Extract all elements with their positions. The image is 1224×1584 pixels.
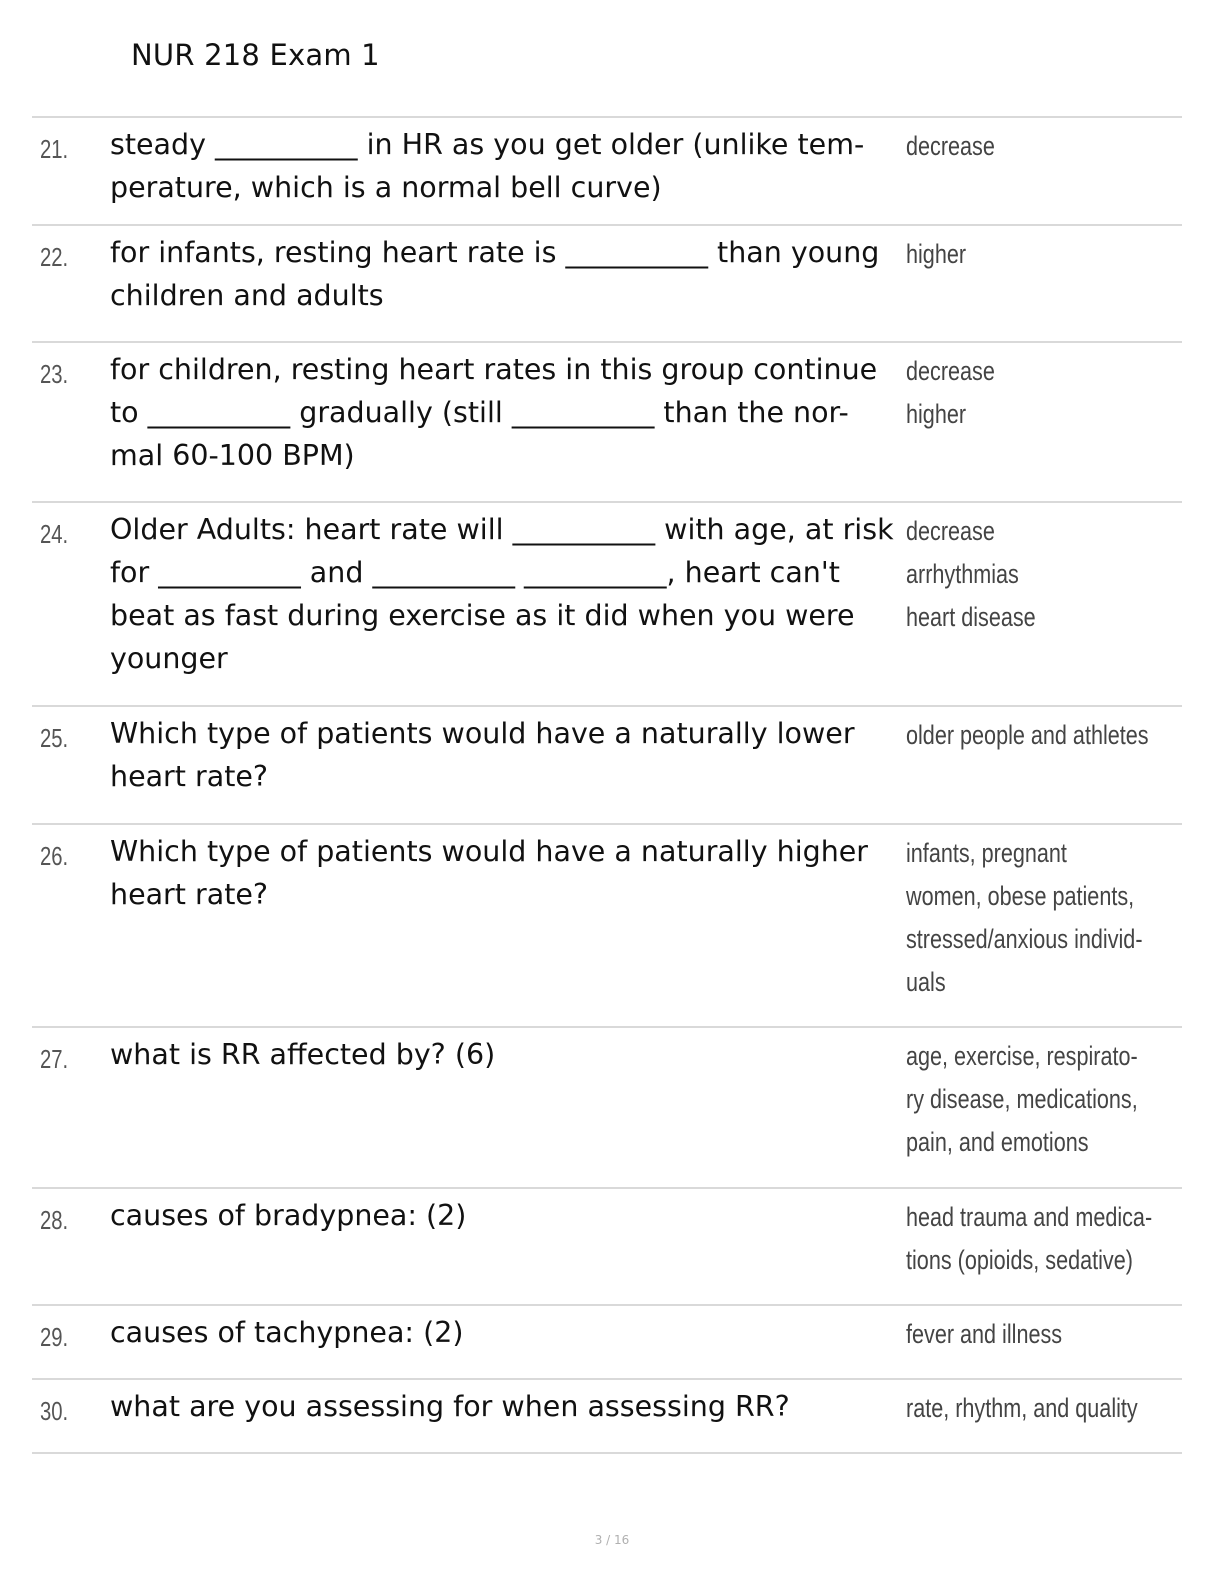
card-definition bbox=[906, 233, 1194, 276]
flashcard-29 bbox=[32, 1304, 1182, 1378]
card-term bbox=[110, 348, 900, 477]
term-line: younger bbox=[110, 642, 228, 675]
card-number: 30. bbox=[40, 1396, 69, 1426]
card-definition bbox=[906, 125, 1194, 168]
flashcard-22 bbox=[32, 224, 1182, 341]
definition-line: women, obese patients, bbox=[906, 881, 1135, 911]
card-term bbox=[110, 508, 900, 680]
card-definition bbox=[906, 1196, 1194, 1282]
flashcard-list bbox=[32, 116, 1182, 1454]
definition-line: heart disease bbox=[906, 602, 1036, 632]
card-number: 27. bbox=[40, 1044, 69, 1074]
card-definition bbox=[906, 510, 1194, 639]
card-term bbox=[110, 712, 900, 798]
definition-line: higher bbox=[906, 399, 967, 429]
card-definition bbox=[906, 1313, 1194, 1356]
definition-line: decrease bbox=[906, 356, 995, 386]
term-line: what are you assessing for when assessing RR? bbox=[110, 1390, 790, 1423]
definition-line: decrease bbox=[906, 516, 995, 546]
card-definition bbox=[906, 1387, 1194, 1430]
term-line: perature, which is a normal bell curve) bbox=[110, 171, 662, 204]
term-line: for children, resting heart rates in this group continue bbox=[110, 353, 878, 386]
term-line: steady __________ in HR as you get older (unlike tem- bbox=[110, 128, 865, 161]
definition-line: older people and athletes bbox=[906, 720, 1149, 750]
definition-line: arrhythmias bbox=[906, 559, 1019, 589]
term-line: heart rate? bbox=[110, 760, 269, 793]
term-line: for __________ and __________ __________, heart can't bbox=[110, 556, 840, 589]
term-line: children and adults bbox=[110, 279, 384, 312]
term-line: for infants, resting heart rate is __________ than young bbox=[110, 236, 880, 269]
card-term bbox=[110, 830, 900, 916]
term-line: causes of bradypnea: (2) bbox=[110, 1199, 467, 1232]
flashcard-21 bbox=[32, 116, 1182, 224]
term-line: Which type of patients would have a naturally higher bbox=[110, 835, 869, 868]
card-number: 25. bbox=[40, 723, 69, 753]
flashcard-24 bbox=[32, 501, 1182, 705]
card-definition bbox=[906, 350, 1194, 436]
card-term bbox=[110, 231, 900, 317]
card-term bbox=[110, 1311, 900, 1354]
definition-line: age, exercise, respirato- bbox=[906, 1041, 1138, 1071]
card-term bbox=[110, 123, 900, 209]
term-line: mal 60-100 BPM) bbox=[110, 439, 355, 472]
definition-line: fever and illness bbox=[906, 1319, 1063, 1349]
card-number: 21. bbox=[40, 134, 69, 164]
definition-line: decrease bbox=[906, 131, 995, 161]
document-title: NUR 218 Exam 1 bbox=[131, 38, 380, 72]
card-definition bbox=[906, 1035, 1194, 1164]
card-number: 24. bbox=[40, 519, 69, 549]
term-line: Older Adults: heart rate will __________ with age, at risk bbox=[110, 513, 894, 546]
flashcard-23 bbox=[32, 341, 1182, 501]
definition-line: pain, and emotions bbox=[906, 1127, 1089, 1157]
flashcard-25 bbox=[32, 705, 1182, 823]
term-line: what is RR affected by? (6) bbox=[110, 1038, 496, 1071]
card-definition bbox=[906, 714, 1194, 757]
flashcard-26 bbox=[32, 823, 1182, 1026]
term-line: causes of tachypnea: (2) bbox=[110, 1316, 464, 1349]
definition-line: head trauma and medica- bbox=[906, 1202, 1153, 1232]
card-number: 22. bbox=[40, 242, 69, 272]
flashcard-28 bbox=[32, 1187, 1182, 1304]
card-number: 29. bbox=[40, 1322, 69, 1352]
term-line: beat as fast during exercise as it did when you were bbox=[110, 599, 855, 632]
page-indicator: 3 / 16 bbox=[594, 1533, 630, 1547]
definition-line: tions (opioids, sedative) bbox=[906, 1245, 1133, 1275]
card-term bbox=[110, 1033, 900, 1076]
card-term bbox=[110, 1385, 900, 1428]
card-term bbox=[110, 1194, 900, 1237]
card-number: 26. bbox=[40, 841, 69, 871]
term-line: heart rate? bbox=[110, 878, 269, 911]
definition-line: higher bbox=[906, 239, 967, 269]
definition-line: ry disease, medications, bbox=[906, 1084, 1138, 1114]
card-number: 23. bbox=[40, 359, 69, 389]
term-line: Which type of patients would have a naturally lower bbox=[110, 717, 855, 750]
definition-line: stressed/anxious individ- bbox=[906, 924, 1143, 954]
card-definition bbox=[906, 832, 1194, 1004]
definition-line: uals bbox=[906, 967, 946, 997]
definition-line: rate, rhythm, and quality bbox=[906, 1393, 1138, 1423]
card-number: 28. bbox=[40, 1205, 69, 1235]
term-line: to __________ gradually (still __________ than the nor- bbox=[110, 396, 849, 429]
definition-line: infants, pregnant bbox=[906, 838, 1067, 868]
flashcard-30 bbox=[32, 1378, 1182, 1454]
flashcard-27 bbox=[32, 1026, 1182, 1187]
